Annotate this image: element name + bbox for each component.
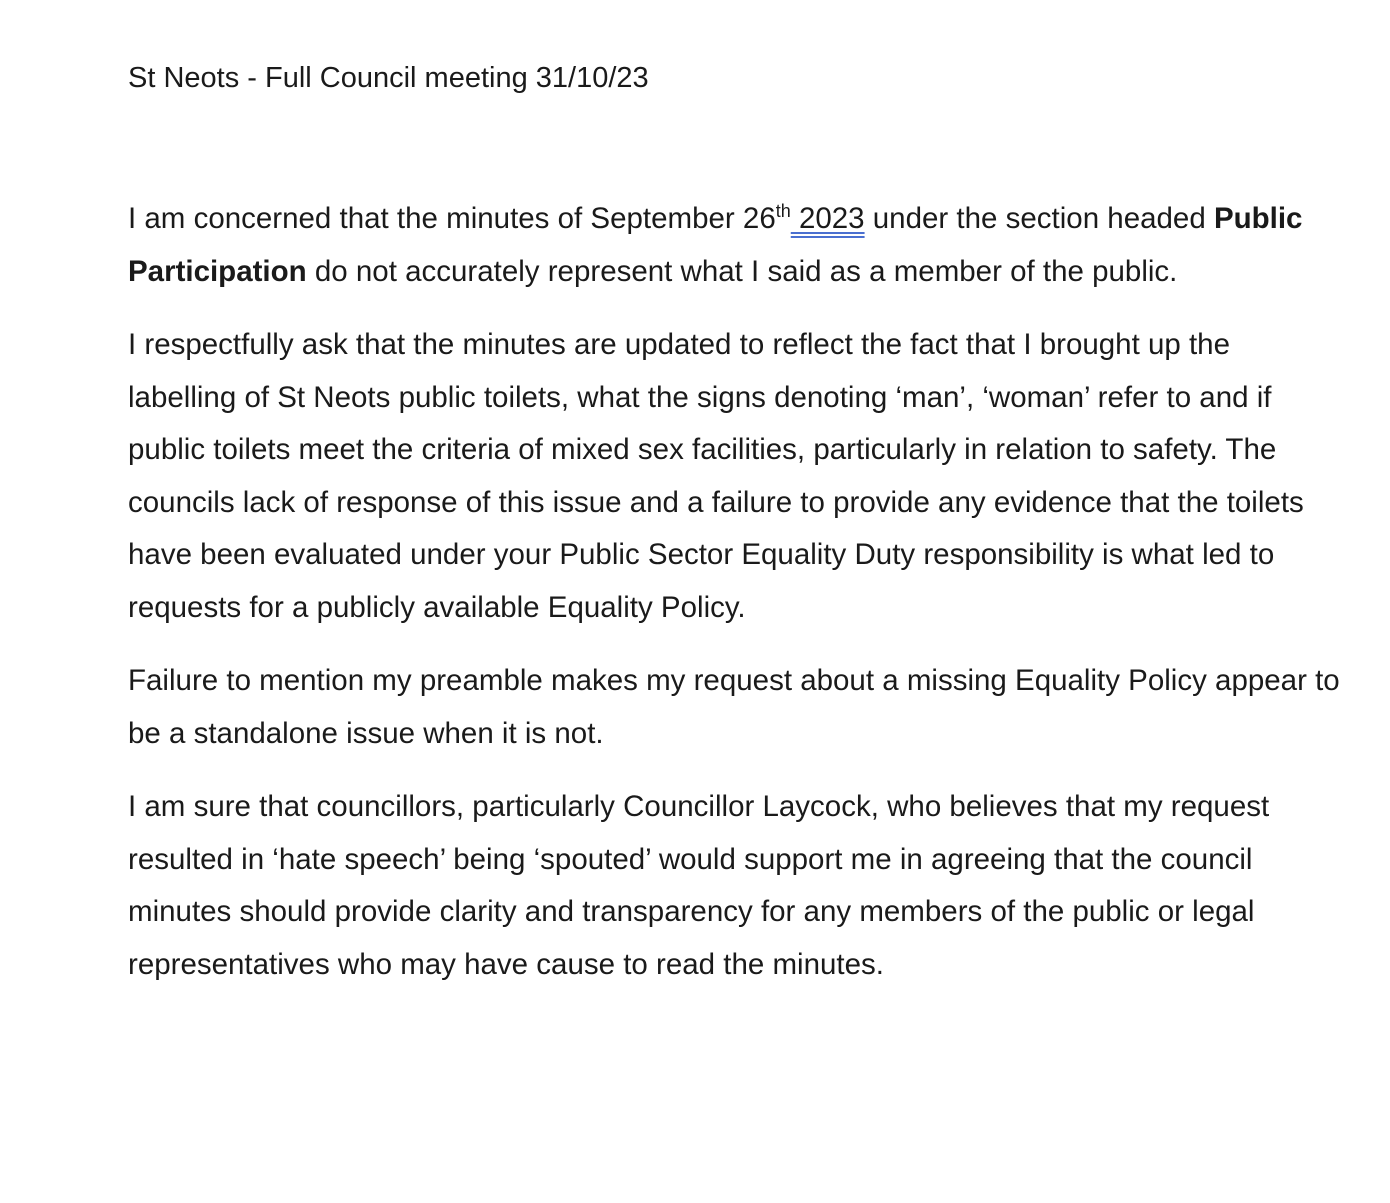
paragraph-1 <box>128 193 1343 298</box>
paragraph-3: Failure to mention my preamble makes my request about a missing Equality Policy appear to be a standalone issue when it is not. <box>128 664 1340 750</box>
paragraph-1-text-b: under the section headed <box>864 202 1214 235</box>
paragraph-4: I am sure that councillors, particularly Councillor Laycock, who believes that my request resulted in ‘hate speech’ being ‘spouted’ would support me in agreeing that the council minutes should provide clarity and transparency for any members of the public or legal representatives who may have cause to read the minutes. <box>128 790 1270 981</box>
ordinal-superscript: th <box>775 201 791 222</box>
section-name-bold: Public Participation <box>128 202 1303 288</box>
document-title: St Neots - Full Council meeting 31/10/23 <box>128 62 649 94</box>
grammar-flagged-year: 2023 <box>790 202 865 235</box>
paragraph-2: I respectfully ask that the minutes are updated to reflect the fact that I brought up the labelling of St Neots public toilets, what the signs denoting ‘man’, ‘woman’ refer to and if public toilets meet the criteria of mixed sex facilities, particularly in relation to safety. The councils lack of response of this issue and a failure to provide any evidence that the toilets have been evaluated under your Public Sector Equality Duty responsibility is what led to requests for a publicly available Equality Policy. <box>128 328 1304 624</box>
paragraph-1-text-c: do not accurately represent what I said as a member of the public. <box>306 254 1178 288</box>
paragraph-1-text-a: I am concerned that the minutes of September 26 <box>128 202 776 235</box>
document-body <box>128 193 1343 1012</box>
